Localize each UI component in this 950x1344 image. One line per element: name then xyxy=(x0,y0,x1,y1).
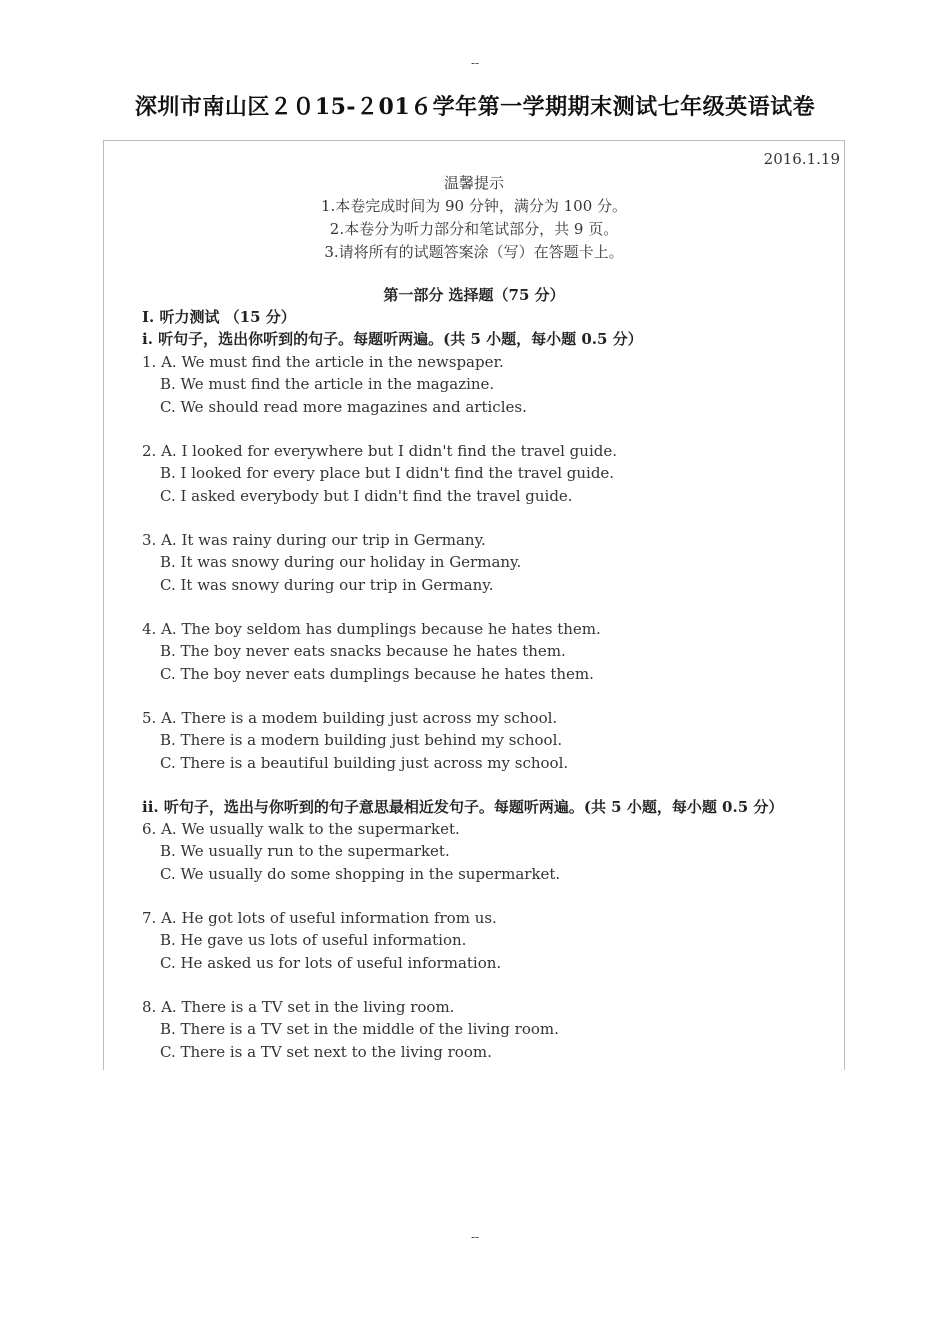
option-a: 7. A. He got lots of useful information from us. xyxy=(142,909,497,927)
tips-heading: 温馨提示 xyxy=(443,174,504,192)
question-6 xyxy=(142,818,842,885)
part-heading: 第一部分 选择题（75 分） xyxy=(383,286,565,304)
question-7 xyxy=(142,907,842,974)
section-title-I: I. 听力测试 （15 分） xyxy=(142,308,296,326)
option-b: B. I looked for every place but I didn't find the travel guide. xyxy=(160,464,615,483)
option-b: B. It was snowy during our holiday in Germany. xyxy=(160,553,522,572)
option-c: C. The boy never eats dumplings because he hates them. xyxy=(160,664,594,683)
option-c: C. I asked everybody but I didn't find the travel guide. xyxy=(160,486,573,505)
option-b: B. There is a modern building just behind my school. xyxy=(160,731,563,750)
option-c: C. We should read more magazines and articles. xyxy=(160,397,527,416)
section-ii xyxy=(142,796,842,818)
option-a: 4. A. The boy seldom has dumplings because he hates them. xyxy=(142,620,601,638)
option-a: 5. A. There is a modem building just across my school. xyxy=(142,709,558,727)
question-5 xyxy=(142,707,842,774)
option-b: B. We usually run to the supermarket. xyxy=(160,842,450,861)
option-b: B. There is a TV set in the middle of the living room. xyxy=(160,1020,559,1039)
tip-line: 1.本卷完成时间为 90 分钟，满分为 100 分。 xyxy=(320,197,628,215)
option-c: C. It was snowy during our trip in Germany. xyxy=(160,575,494,594)
exam-date: 2016.1.19 xyxy=(763,150,840,168)
page-footer-mark: -- xyxy=(470,1230,480,1244)
option-a: 3. A. It was rainy during our trip in Germany. xyxy=(142,531,486,549)
tip-line: 2.本卷分为听力部分和笔试部分，共 9 页。 xyxy=(329,220,619,238)
option-a: 6. A. We usually walk to the supermarket. xyxy=(142,820,460,838)
question-3 xyxy=(142,529,842,596)
option-c: C. We usually do some shopping in the supermarket. xyxy=(160,864,561,883)
question-2 xyxy=(142,440,842,507)
option-b: B. We must find the article in the magazine. xyxy=(160,375,495,394)
section-title-ii: ii. 听句子，选出与你听到的句子意思最相近发句子。每题听两遍。(共 5 小题，每小题 0.5 分） xyxy=(142,798,784,816)
section-listening xyxy=(142,306,842,350)
question-4 xyxy=(142,618,842,685)
option-a: 2. A. I looked for everywhere but I didn't find the travel guide. xyxy=(142,442,617,460)
document-title: 深圳市南山区２０15-２01６学年第一学期期末测试七年级英语试卷 xyxy=(134,94,816,120)
section-title-i: i. 听句子，选出你听到的句子。每题听两遍。(共 5 小题，每小题 0.5 分） xyxy=(142,330,643,348)
tip-line: 3.请将所有的试题答案涂（写）在答题卡上。 xyxy=(324,243,624,261)
tips-box xyxy=(103,172,845,264)
option-c: C. There is a TV set next to the living room. xyxy=(160,1042,492,1061)
option-a: 8. A. There is a TV set in the living room. xyxy=(142,998,455,1016)
option-b: B. The boy never eats snacks because he hates them. xyxy=(160,642,566,661)
option-c: C. He asked us for lots of useful information. xyxy=(160,953,502,972)
page-header-mark: -- xyxy=(470,56,480,70)
question-8 xyxy=(142,996,842,1063)
option-c: C. There is a beautiful building just across my school. xyxy=(160,753,569,772)
option-b: B. He gave us lots of useful information. xyxy=(160,931,467,950)
question-1 xyxy=(142,351,842,418)
option-a: 1. A. We must find the article in the newspaper. xyxy=(142,353,504,371)
